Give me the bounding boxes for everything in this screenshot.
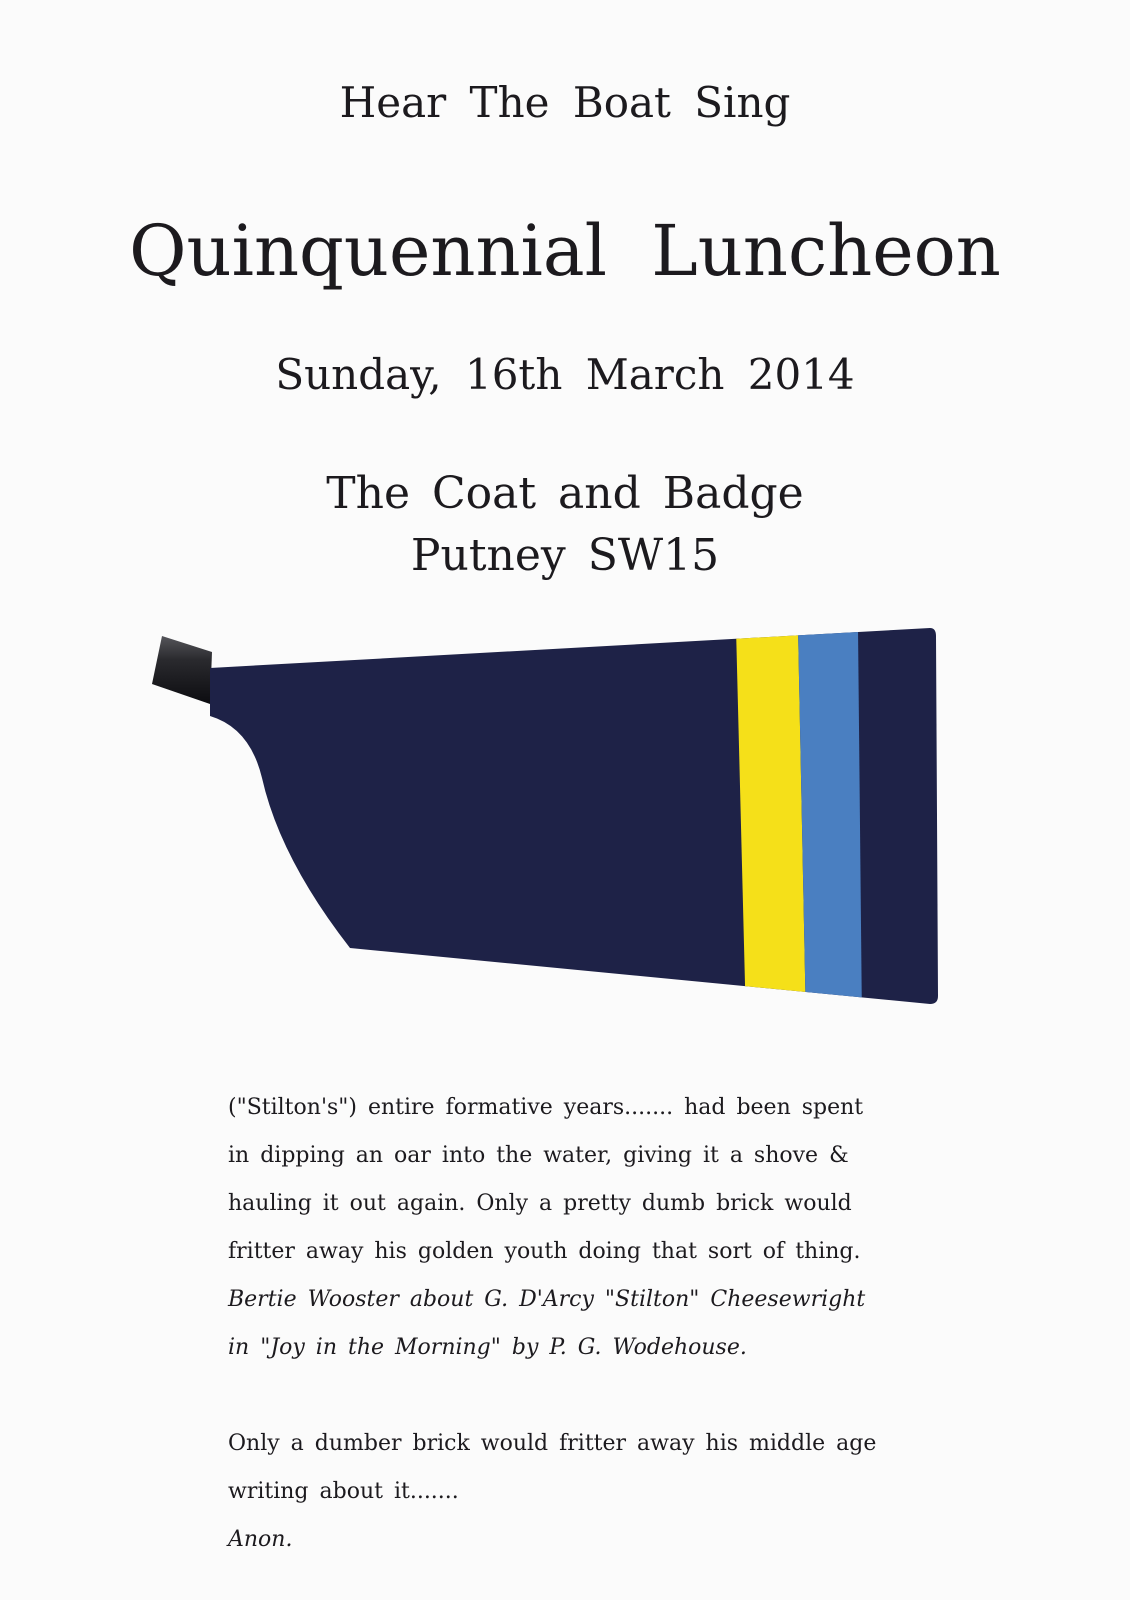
venue-name: The Coat and Badge (326, 468, 804, 519)
event-date: Sunday, 16th March 2014 (275, 350, 855, 399)
reply-line: writing about it....... (228, 1479, 459, 1504)
quote-line: ("Stilton's") entire formative years....... had been spent (228, 1095, 864, 1120)
oar-yellow-stripe (736, 628, 806, 1024)
event-title: Quinquennial Luncheon (129, 210, 1001, 292)
reply-line: Only a dumber brick would fritter away his middle age (228, 1431, 877, 1456)
quote-attribution: in "Joy in the Morning" by P. G. Wodehouse. (228, 1335, 747, 1360)
quote-attribution: Bertie Wooster about G. D'Arcy "Stilton" Cheesewright (228, 1287, 866, 1312)
oar-shaft-collar (152, 636, 212, 704)
quote-line: hauling it out again. Only a pretty dumb brick would (228, 1191, 852, 1216)
rowing-oar-blade-icon (150, 628, 960, 1024)
wodehouse-quote (228, 1084, 948, 1372)
series-title: Hear The Boat Sing (339, 78, 791, 127)
reply-author: Anon. (228, 1527, 293, 1552)
reply-quote (228, 1420, 948, 1564)
quote-line: in dipping an oar into the water, giving it a shove & (228, 1143, 849, 1168)
quote-line: fritter away his golden youth doing that sort of thing. (228, 1239, 861, 1264)
oar-blue-stripe (798, 628, 862, 1024)
venue-area: Putney SW15 (410, 530, 720, 581)
